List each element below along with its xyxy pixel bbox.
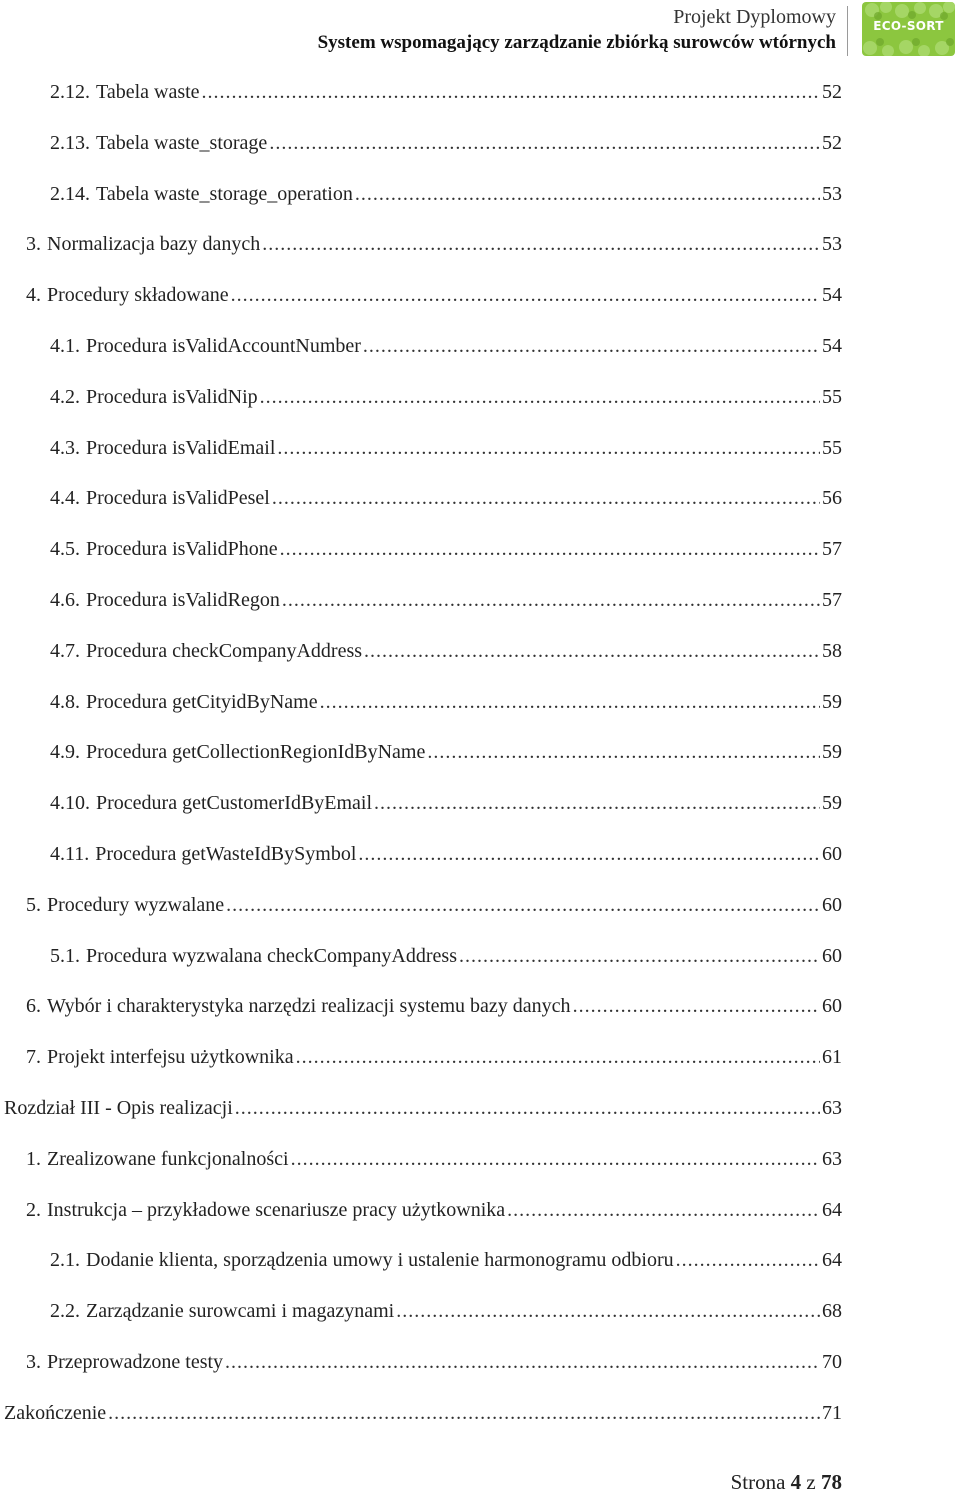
toc-entry-number: 6.	[26, 995, 41, 1017]
toc-entry[interactable]	[50, 732, 842, 772]
toc-entry-page: 64	[822, 1249, 842, 1271]
toc-entry[interactable]	[26, 1342, 842, 1382]
toc-entry-title: Procedura isValidEmail	[86, 437, 276, 459]
toc-entry-title: Procedura getCollectionRegionIdByName	[86, 741, 426, 763]
toc-dot-leader	[231, 275, 820, 315]
toc-entry-title: Procedura getWasteIdBySymbol	[95, 843, 357, 865]
toc-dot-leader	[320, 682, 820, 722]
toc-entry-number: 2.1.	[50, 1249, 80, 1271]
toc-entry[interactable]	[50, 326, 842, 366]
toc-entry-number: 2.14.	[50, 183, 90, 205]
toc-entry-page: 63	[822, 1148, 842, 1170]
toc-entry-title: Tabela waste_storage	[96, 132, 268, 154]
toc-dot-leader	[269, 123, 820, 163]
toc-entry[interactable]	[50, 174, 842, 214]
toc-entry-title: Projekt interfejsu użytkownika	[47, 1046, 294, 1068]
toc-entry-title: Procedura wyzwalana checkCompanyAddress	[86, 945, 457, 967]
toc-dot-leader	[364, 631, 820, 671]
toc-entry[interactable]	[50, 834, 842, 874]
toc-entry-page: 54	[822, 284, 842, 306]
toc-dot-leader	[280, 529, 820, 569]
toc-entry[interactable]	[50, 377, 842, 417]
toc-entry[interactable]	[50, 580, 842, 620]
toc-entry-number: 4.6.	[50, 589, 80, 611]
toc-dot-leader	[260, 377, 820, 417]
toc-entry-page: 68	[822, 1300, 842, 1322]
toc-dot-leader	[427, 732, 820, 772]
toc-entry[interactable]	[50, 123, 842, 163]
toc-dot-leader	[358, 834, 820, 874]
toc-entry-number: 4.10.	[50, 792, 90, 814]
toc-entry-number: 4.8.	[50, 691, 80, 713]
toc-entry-page: 54	[822, 335, 842, 357]
header-subtitle: System wspomagający zarządzanie zbiórką surowców wtórnych	[317, 32, 836, 53]
toc-entry-number: 2.12.	[50, 81, 90, 103]
toc-dot-leader	[108, 1393, 820, 1433]
toc-entry-page: 61	[822, 1046, 842, 1068]
toc-dot-leader	[459, 936, 820, 976]
toc-entry[interactable]	[50, 1240, 842, 1280]
toc-entry-number: 3.	[26, 1351, 41, 1373]
toc-entry-title: Procedura isValidRegon	[86, 589, 280, 611]
toc-dot-leader	[573, 986, 820, 1026]
toc-entry[interactable]	[50, 783, 842, 823]
toc-entry-number: 2.	[26, 1199, 41, 1221]
toc-entry-title: Procedura getCustomerIdByEmail	[96, 792, 373, 814]
toc-entry-title: Procedura getCityidByName	[86, 691, 318, 713]
toc-entry[interactable]	[26, 1037, 842, 1077]
toc-dot-leader	[262, 224, 820, 264]
toc-entry[interactable]	[50, 682, 842, 722]
toc-entry-title: Normalizacja bazy danych	[47, 233, 261, 255]
toc-entry-number: 2.13.	[50, 132, 90, 154]
toc-entry-page: 60	[822, 843, 842, 865]
toc-entry-page: 70	[822, 1351, 842, 1373]
toc-entry-page: 55	[822, 437, 842, 459]
footer-separator: z	[806, 1470, 816, 1494]
toc-dot-leader	[676, 1240, 820, 1280]
toc-entry-number: 3.	[26, 233, 41, 255]
toc-entry-page: 59	[822, 792, 842, 814]
toc-entry[interactable]	[26, 224, 842, 264]
toc-entry-title: Zrealizowane funkcjonalności	[47, 1148, 289, 1170]
toc-entry-number: 5.1.	[50, 945, 80, 967]
toc-dot-leader	[225, 1342, 820, 1382]
toc-entry-page: 52	[822, 81, 842, 103]
toc-dot-leader	[296, 1037, 820, 1077]
toc-entry-title: Rozdział III - Opis realizacji	[4, 1097, 233, 1119]
toc-entry-number: 4.7.	[50, 640, 80, 662]
toc-entry-title: Instrukcja – przykładowe scenariusze pracy użytkownika	[47, 1199, 506, 1221]
toc-entry-number: 4.4.	[50, 487, 80, 509]
toc-dot-leader	[396, 1291, 820, 1331]
toc-entry-number: 2.2.	[50, 1300, 80, 1322]
toc-entry[interactable]	[50, 936, 842, 976]
toc-entry[interactable]	[50, 1291, 842, 1331]
toc-entry-number: 4.3.	[50, 437, 80, 459]
toc-entry-number: 5.	[26, 894, 41, 916]
toc-entry-title: Procedura checkCompanyAddress	[86, 640, 363, 662]
toc-entry-number: 7.	[26, 1046, 41, 1068]
toc-dot-leader	[202, 72, 820, 112]
toc-entry[interactable]	[4, 1088, 842, 1128]
toc-entry-title: Tabela waste	[96, 81, 200, 103]
toc-entry[interactable]	[26, 275, 842, 315]
toc-entry[interactable]	[50, 72, 842, 112]
toc-dot-leader	[507, 1190, 820, 1230]
toc-entry-title: Zakończenie	[4, 1402, 107, 1424]
toc-entry-number: 1.	[26, 1148, 41, 1170]
toc-dot-leader	[272, 478, 820, 518]
footer-total-pages: 78	[821, 1470, 842, 1494]
header-text-block	[318, 4, 836, 56]
toc-entry-number: 4.11.	[50, 843, 90, 865]
toc-entry-page: 63	[822, 1097, 842, 1119]
eco-sort-logo	[862, 2, 955, 56]
toc-entry-number: 4.	[26, 284, 41, 306]
toc-entry-number: 4.2.	[50, 386, 80, 408]
toc-dot-leader	[282, 580, 820, 620]
toc-entry-page: 57	[822, 538, 842, 560]
toc-entry-title: Wybór i charakterystyka narzędzi realizacji systemu bazy danych	[47, 995, 571, 1017]
toc-entry-title: Procedura isValidPhone	[86, 538, 278, 560]
toc-entry[interactable]	[26, 986, 842, 1026]
toc-dot-leader	[291, 1139, 820, 1179]
toc-entry[interactable]	[26, 1190, 842, 1230]
toc-entry-page: 59	[822, 741, 842, 763]
toc-entry[interactable]	[50, 478, 842, 518]
toc-entry-title: Procedura isValidPesel	[86, 487, 270, 509]
toc-entry-page: 56	[822, 487, 842, 509]
page-number-footer	[731, 1470, 842, 1495]
header-divider	[847, 6, 848, 56]
toc-entry[interactable]	[50, 529, 842, 569]
toc-entry-title: Procedura isValidNip	[86, 386, 258, 408]
toc-entry-page: 64	[822, 1199, 842, 1221]
toc-entry-page: 53	[822, 233, 842, 255]
toc-entry-page: 60	[822, 995, 842, 1017]
toc-entry-title: Procedury wyzwalane	[47, 894, 225, 916]
toc-entry-page: 58	[822, 640, 842, 662]
toc-dot-leader	[277, 428, 820, 468]
toc-entry-number: 4.9.	[50, 741, 80, 763]
toc-dot-leader	[363, 326, 820, 366]
toc-entry-page: 71	[822, 1402, 842, 1424]
toc-entry[interactable]	[26, 885, 842, 925]
toc-dot-leader	[226, 885, 820, 925]
toc-entry-number: 4.1.	[50, 335, 80, 357]
logo-text: ECO-SORT	[873, 19, 944, 33]
footer-current-page: 4	[790, 1470, 802, 1494]
toc-entry-title: Zarządzanie surowcami i magazynami	[86, 1300, 395, 1322]
toc-entry-page: 53	[822, 183, 842, 205]
toc-entry-page: 59	[822, 691, 842, 713]
toc-entry[interactable]	[50, 428, 842, 468]
toc-entry-page: 55	[822, 386, 842, 408]
toc-entry-title: Tabela waste_storage_operation	[96, 183, 353, 205]
toc-entry-title: Procedura isValidAccountNumber	[86, 335, 361, 357]
toc-entry-title: Przeprowadzone testy	[47, 1351, 224, 1373]
toc-entry[interactable]	[50, 631, 842, 671]
header-title: Projekt Dyplomowy	[673, 6, 836, 28]
toc-entry-page: 52	[822, 132, 842, 154]
toc-entry-page: 60	[822, 945, 842, 967]
toc-entry-page: 57	[822, 589, 842, 611]
toc-entry-title: Dodanie klienta, sporządzenia umowy i ustalenie harmonogramu odbioru	[86, 1249, 674, 1271]
page-header	[0, 0, 960, 62]
toc-entry[interactable]	[26, 1139, 842, 1179]
footer-prefix: Strona	[730, 1470, 786, 1494]
toc-dot-leader	[235, 1088, 820, 1128]
toc-entry-page: 60	[822, 894, 842, 916]
toc-entry-title: Procedury składowane	[47, 284, 229, 306]
toc-entry-number: 4.5.	[50, 538, 80, 560]
toc-entry[interactable]	[4, 1393, 842, 1433]
toc-dot-leader	[374, 783, 820, 823]
toc-dot-leader	[355, 174, 820, 214]
